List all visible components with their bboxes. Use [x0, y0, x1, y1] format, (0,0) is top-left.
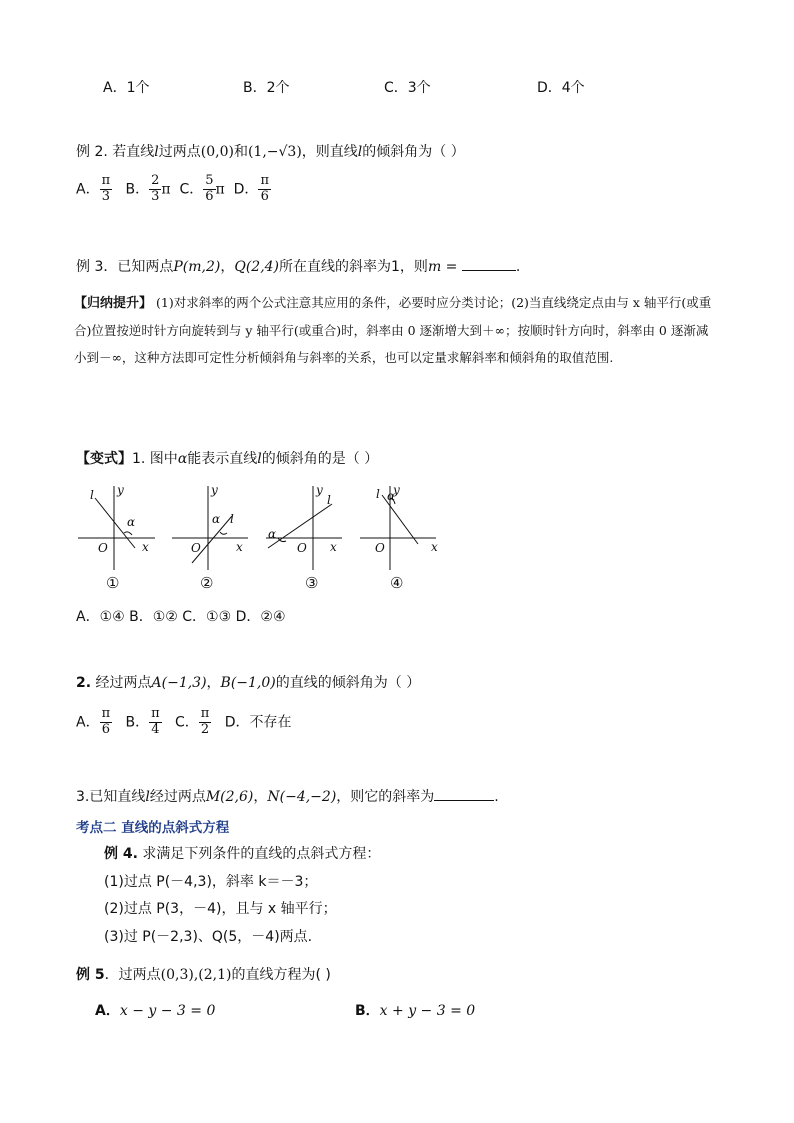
example-5-option-a: A．x − y − 3 = 0 — [95, 1003, 216, 1019]
example-4-question: 例 4. 求满足下列条件的直线的点斜式方程： — [104, 846, 381, 862]
fig4-y-label: y — [393, 483, 400, 497]
fig3-y-label: y — [316, 483, 323, 497]
fig3-alpha: α — [268, 527, 277, 541]
variant-3-question: 3.已知直线l经过两点M(2,6)，N(−4,−2)，则它的斜率为 . — [76, 789, 499, 805]
fig1-origin: O — [98, 541, 108, 555]
fig4-number: ④ — [390, 574, 404, 592]
inclination-figures — [70, 478, 450, 593]
option-a: A．1个 — [103, 80, 150, 96]
variant-2-question: 2. 经过两点A(−1,3)，B(−1,0)的直线的倾斜角为（ ） — [76, 675, 421, 691]
fig2-line-label: l — [230, 512, 234, 526]
fig4-line-label: l — [376, 487, 380, 501]
summary-note: 【归纳提升】 (1)对求斜率的两个公式注意其应用的条件，必要时应分类讨论；(2)当直线绕定点由与 x 轴平行(或重合)位置按逆时针方向旋转到与 y 轴平行(或重合)时，斜率由 0 逐渐增大到＋∞；按顺时针方向时，斜率由 0 逐渐减小到－∞，这种方法即可定性分析倾斜角与斜率的关系，也可以定量求解斜率和倾斜角的取值范围. — [74, 295, 712, 365]
fig2-alpha: α — [212, 512, 221, 526]
fig1-line-label: l — [90, 488, 94, 502]
example-5-option-b: B．x + y − 3 = 0 — [355, 1003, 476, 1019]
fig1-alpha: α — [127, 515, 136, 529]
fig2-y-label: y — [211, 483, 218, 497]
variant-2-options: A． $\frac{\pi}{6}$ B． $\frac{\pi}{4}$ C． $\frac{\pi}{2}$ D．不存在 — [76, 706, 292, 737]
option-c: C．3个 — [384, 80, 431, 96]
option-b: B．2个 — [243, 80, 290, 96]
option-d: D．4个 — [537, 80, 585, 96]
variant-1-options: A．①④ B．①② C．①③ D．②④ — [76, 609, 286, 625]
example-5-question: 例 5．过两点(0,3),(2,1)的直线方程为( ) — [76, 967, 331, 983]
fig2-x-label: x — [236, 540, 243, 554]
fig1-number: ① — [106, 574, 120, 592]
example-2-question: 例 2. 若直线l过两点(0,0)和(1,−√3)，则直线l的倾斜角为（ ） — [76, 144, 465, 160]
fig3-number: ③ — [305, 574, 319, 592]
fig2-number: ② — [200, 574, 214, 592]
fig1-x-label: x — [142, 540, 149, 554]
fig4-alpha: α — [387, 489, 396, 503]
fig2-origin: O — [191, 541, 201, 555]
fig1-y-label: y — [117, 483, 124, 497]
section-heading: 考点二 直线的点斜式方程 — [76, 820, 230, 836]
fig4-x-label: x — [431, 540, 438, 554]
fig3-x-label: x — [330, 540, 337, 554]
slope-answer-blank[interactable] — [434, 788, 494, 801]
fig3-origin: O — [297, 541, 307, 555]
example-4-item-1: (1)过点 P(－4,3)，斜率 k＝－3； — [104, 874, 318, 890]
variant-1-question: 【变式】1. 图中α能表示直线l的倾斜角的是（ ） — [76, 451, 379, 467]
example-4-item-3: (3)过 P(－2,3)、Q(5，－4)两点. — [104, 929, 313, 945]
example-3-question: 例 3．已知两点P(m,2)，Q(2,4)所在直线的斜率为1，则m = . — [76, 259, 521, 275]
example-2-options: A． $\frac{\pi}{3}$ B． $\frac{2}{3}$ π C． $\frac{5}{6}$ π D． $\frac{\pi}{6}$ — [76, 173, 269, 204]
example-4-item-2: (2)过点 P(3，－4)，且与 x 轴平行； — [104, 901, 337, 917]
fig3-line-label: l — [327, 493, 331, 507]
fig4-origin: O — [375, 541, 385, 555]
answer-blank[interactable] — [462, 258, 516, 271]
